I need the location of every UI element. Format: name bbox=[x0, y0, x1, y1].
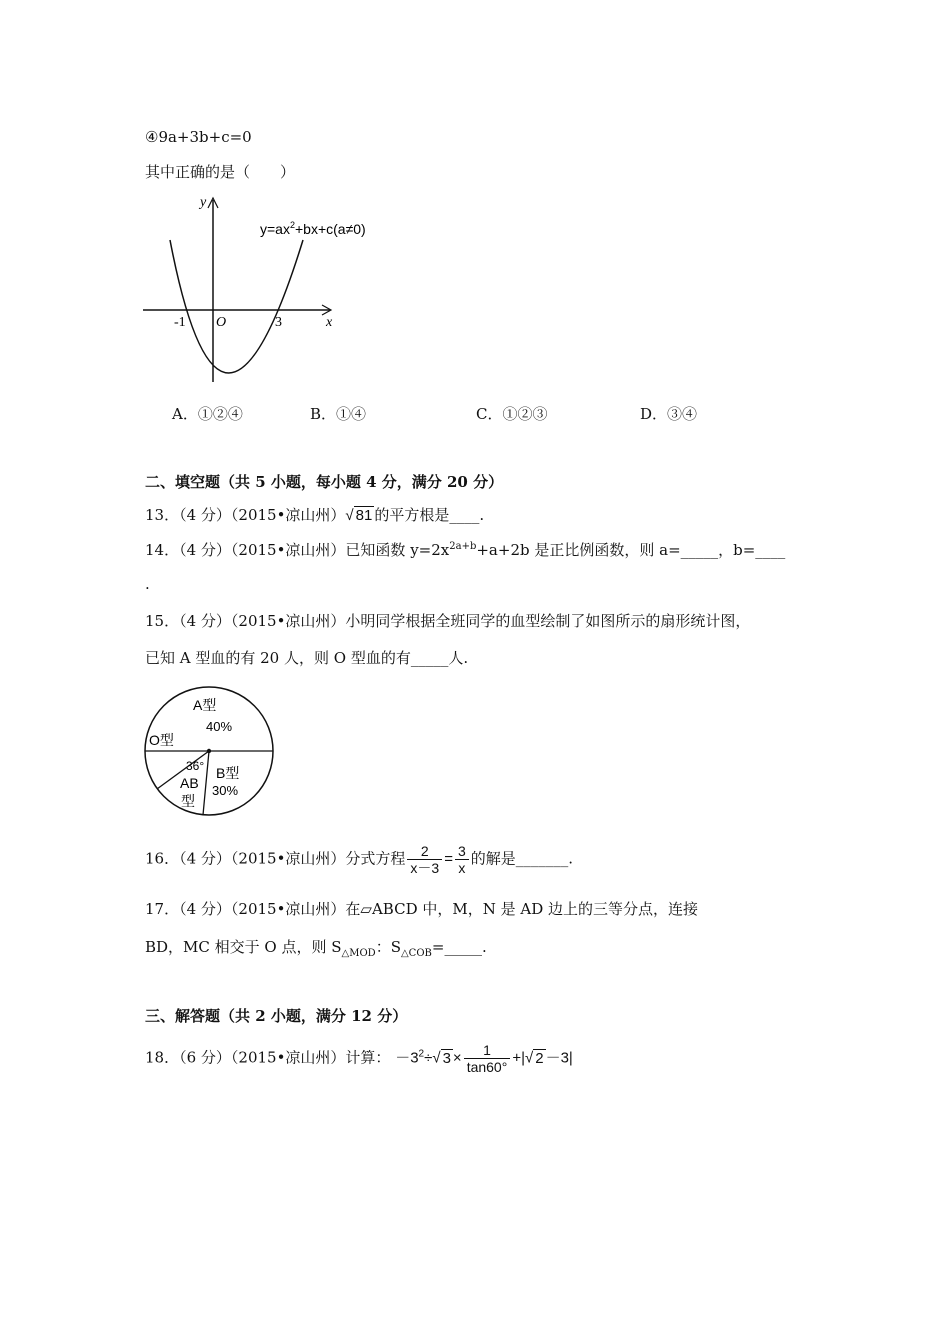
neg-one-label: -1 bbox=[174, 315, 186, 330]
q17-line2: BD，MC 相交于 O 点，则 $S_{\triangle MOD}$：$S_{\triangle COB}=\_\_\_\_\_$. bbox=[145, 938, 487, 959]
q15-line2: 已知 A 型血的有 20 人，则 O 型血的有_____人. bbox=[145, 649, 469, 667]
origin-label: O bbox=[216, 315, 227, 330]
function-label: $y=ax^2+bx+c(a\ne 0)$ bbox=[260, 220, 366, 237]
parabola-curve bbox=[170, 240, 303, 373]
slice-ab-angle: 36° bbox=[186, 759, 205, 773]
q14-head: 14．（4 分）（2015•凉山州）已知函数 y=2x bbox=[145, 541, 450, 559]
q13-head: 13．（4 分）（2015•凉山州） bbox=[145, 506, 346, 524]
x-label: x bbox=[326, 315, 333, 330]
blood-type-pie-chart bbox=[140, 682, 280, 822]
q17-line1: 17．（4 分）（2015•凉山州）在▱ABCD 中，M，N 是 AD 边上的三等分点，连接 bbox=[145, 900, 699, 918]
q14-exponent: 2a+b bbox=[449, 541, 477, 552]
section3-title: 三、解答题（共 2 小题，满分 12 分） bbox=[145, 1007, 408, 1025]
slice-a-name: A型 bbox=[193, 697, 217, 713]
q18-head: 18．（6 分）（2015•凉山州）计算： bbox=[145, 1048, 391, 1067]
q16-tail: 的解是_______. bbox=[470, 849, 574, 868]
q14 bbox=[145, 539, 785, 560]
q13-tail: 的平方根是____. bbox=[374, 506, 485, 524]
q15-line1: 15．（4 分）（2015•凉山州）小明同学根据全班同学的血型绘制了如图所示的扇形统计图， bbox=[145, 612, 751, 630]
q14-tail: +a+2b 是正比例函数，则 a=_____，b=____ bbox=[476, 541, 786, 559]
slice-b-name: B型 bbox=[216, 765, 240, 781]
slice-ab-name-line1: AB bbox=[180, 775, 199, 791]
option-b: B．①④ bbox=[310, 405, 367, 423]
option-d: D．③④ bbox=[640, 405, 698, 423]
slice-b-label: 30% bbox=[212, 783, 239, 798]
q12-item4: ④9a+3b+c=0 bbox=[145, 128, 252, 146]
q18: 18．（6 分）（2015•凉山州）计算： $-3^2\div√$ 3 × $\frac{1}{\tan 60^\circ}$ +|√ 2 －3| bbox=[145, 1042, 573, 1075]
option-c: C．①②③ bbox=[476, 405, 548, 423]
q13-radicand: 81 bbox=[355, 507, 373, 524]
q14-cont: . bbox=[145, 575, 150, 593]
option-a: A．①②④ bbox=[172, 405, 243, 423]
slice-ab-name-line2: 型 bbox=[181, 793, 195, 809]
q16-fraction-1: $\frac{2}{x-3}$ bbox=[407, 843, 442, 876]
slice-o-name: O型 bbox=[149, 732, 174, 748]
q16-fraction-2: $\frac{3}{x}$ bbox=[455, 843, 469, 876]
three-label: 3 bbox=[275, 315, 282, 330]
y-label: y bbox=[200, 195, 207, 210]
section2-title: 二、填空题（共 5 小题，每小题 4 分，满分 20 分） bbox=[145, 473, 504, 491]
q16-head: 16．（4 分）（2015•凉山州）分式方程 bbox=[145, 849, 406, 868]
pie-center bbox=[207, 749, 211, 753]
q18-fraction: $\frac{1}{\tan 60^\circ}$ bbox=[464, 1042, 511, 1075]
parabola-graph bbox=[140, 192, 390, 392]
q13: 13．（4 分）（2015•凉山州）√ 81 的平方根是____. bbox=[145, 506, 485, 524]
q16: 16．（4 分）（2015•凉山州）分式方程 $\frac{2}{x-3}$ = $\frac{3}{x}$ 的解是_______. bbox=[145, 843, 574, 876]
slice-a-label: 40% bbox=[206, 719, 233, 734]
q12-prompt: 其中正确的是（ ） bbox=[145, 163, 296, 181]
